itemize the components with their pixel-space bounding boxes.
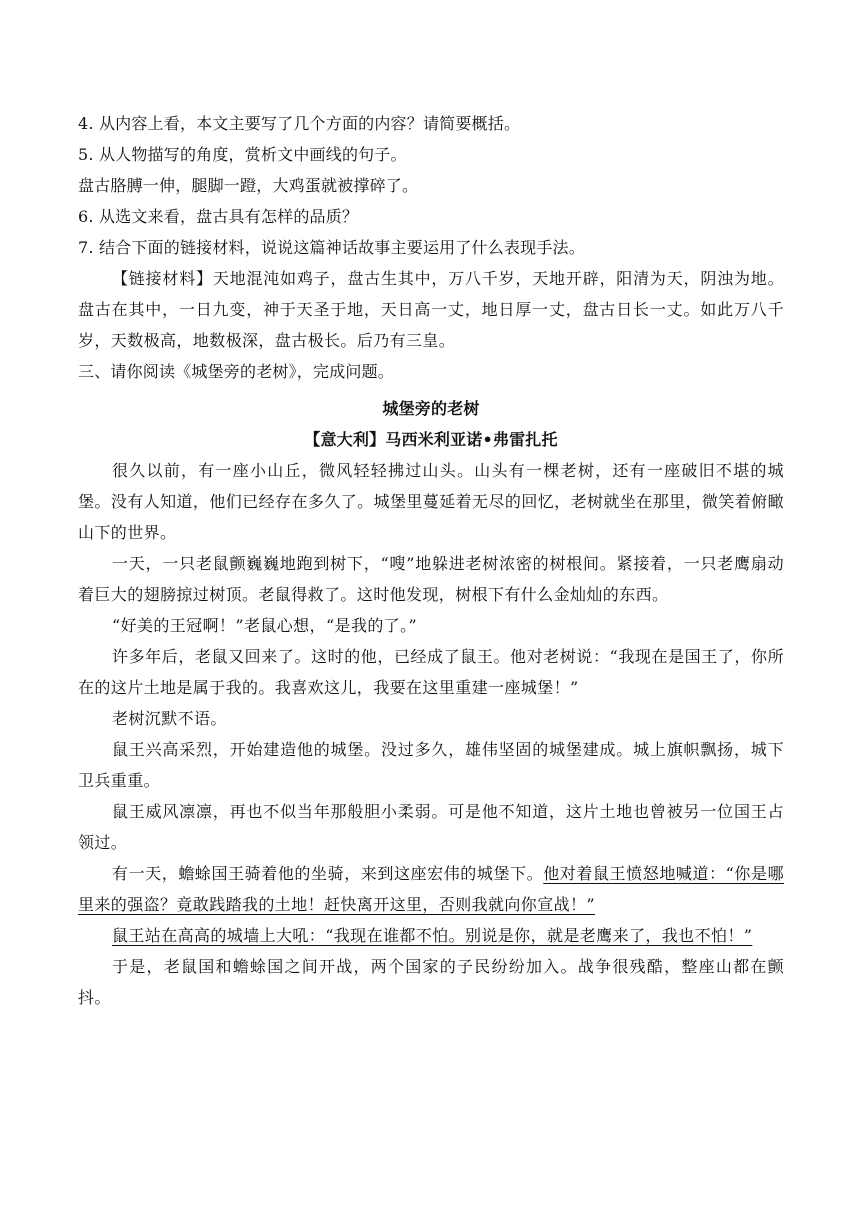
underlined-sentence-rat-king: 鼠王站在高高的城墙上大吼：“我现在谁都不怕。别说是你，就是老鹰来了，我也不怕！” (112, 926, 753, 945)
story-title: 城堡旁的老树 (382, 399, 480, 418)
question-6: 6. 从选文来看，盘古具有怎样的品质？ (78, 207, 359, 226)
underlined-sentence-toad-king: 他对着鼠王愤怒地喊道：“你是哪里来的强盗？竟敢践踏我的土地！赶快离开这里，否则我就向你宣战！” (78, 864, 784, 914)
story-paragraph-2: 一天，一只老鼠颤巍巍地跑到树下，“嗖”地躲进老树浓密的树根间。紧接着，一只老鹰扇动着巨大的翅膀掠过树顶。老鼠得救了。这时他发现，树根下有什么金灿灿的东西。 (78, 554, 784, 604)
question-5: 5. 从人物描写的角度，赏析文中画线的句子。 (78, 145, 407, 164)
story-paragraph-3: “好美的王冠啊！”老鼠心想，“是我的了。” (112, 616, 418, 635)
story-paragraph-4: 许多年后，老鼠又回来了。这时的他，已经成了鼠王。他对老树说：“我现在是国王了，你所在的这片土地是属于我的。我喜欢这儿，我要在这里重建一座城堡！” (78, 647, 784, 697)
story-paragraph-5: 老树沉默不语。 (112, 709, 227, 728)
link-material: 【链接材料】天地混沌如鸡子，盘古生其中，万八千岁，天地开辟，阳清为天，阴浊为地。盘古在其中，一日九变，神于天圣于地，天日高一丈，地日厚一丈，盘古日长一丈。如此万八千岁，天数极高，地数极深，盘古极长。后乃有三皇。 (78, 269, 784, 350)
section-3-heading: 三、请你阅读《城堡旁的老树》，完成问题。 (78, 362, 395, 381)
question-5-quote: 盘古胳膊一伸，腿脚一蹬，大鸡蛋就被撑碎了。 (78, 176, 419, 195)
question-4: 4. 从内容上看，本文主要写了几个方面的内容？请简要概括。 (78, 114, 521, 133)
question-7: 7. 结合下面的链接材料，说说这篇神话故事主要运用了什么表现手法。 (78, 238, 585, 257)
story-paragraph-7: 鼠王威风凛凛，再也不似当年那般胆小柔弱。可是他不知道，这片土地也曾被另一位国王占领过。 (78, 802, 784, 852)
story-paragraph-8-text: 有一天，蟾蜍国王骑着他的坐骑，来到这座宏伟的城堡下。 (112, 864, 544, 883)
story-paragraph-6: 鼠王兴高采烈，开始建造他的城堡。没过多久，雄伟坚固的城堡建成。城上旗帜飘扬，城下卫兵重重。 (78, 740, 784, 790)
story-paragraph-1: 很久以前，有一座小山丘，微风轻轻拂过山头。山头有一棵老树，还有一座破旧不堪的城堡。没有人知道，他们已经存在多久了。城堡里蔓延着无尽的回忆，老树就坐在那里，微笑着俯瞰山下的世界。 (78, 461, 784, 542)
story-author: 【意大利】马西米利亚诺•弗雷扎托 (304, 430, 558, 449)
document-page (78, 108, 784, 1013)
story-paragraph-9 (78, 920, 784, 951)
story-paragraph-8 (78, 858, 784, 920)
story-paragraph-10: 于是，老鼠国和蟾蜍国之间开战，两个国家的子民纷纷加入。战争很残酷，整座山都在颤抖。 (78, 957, 784, 1007)
